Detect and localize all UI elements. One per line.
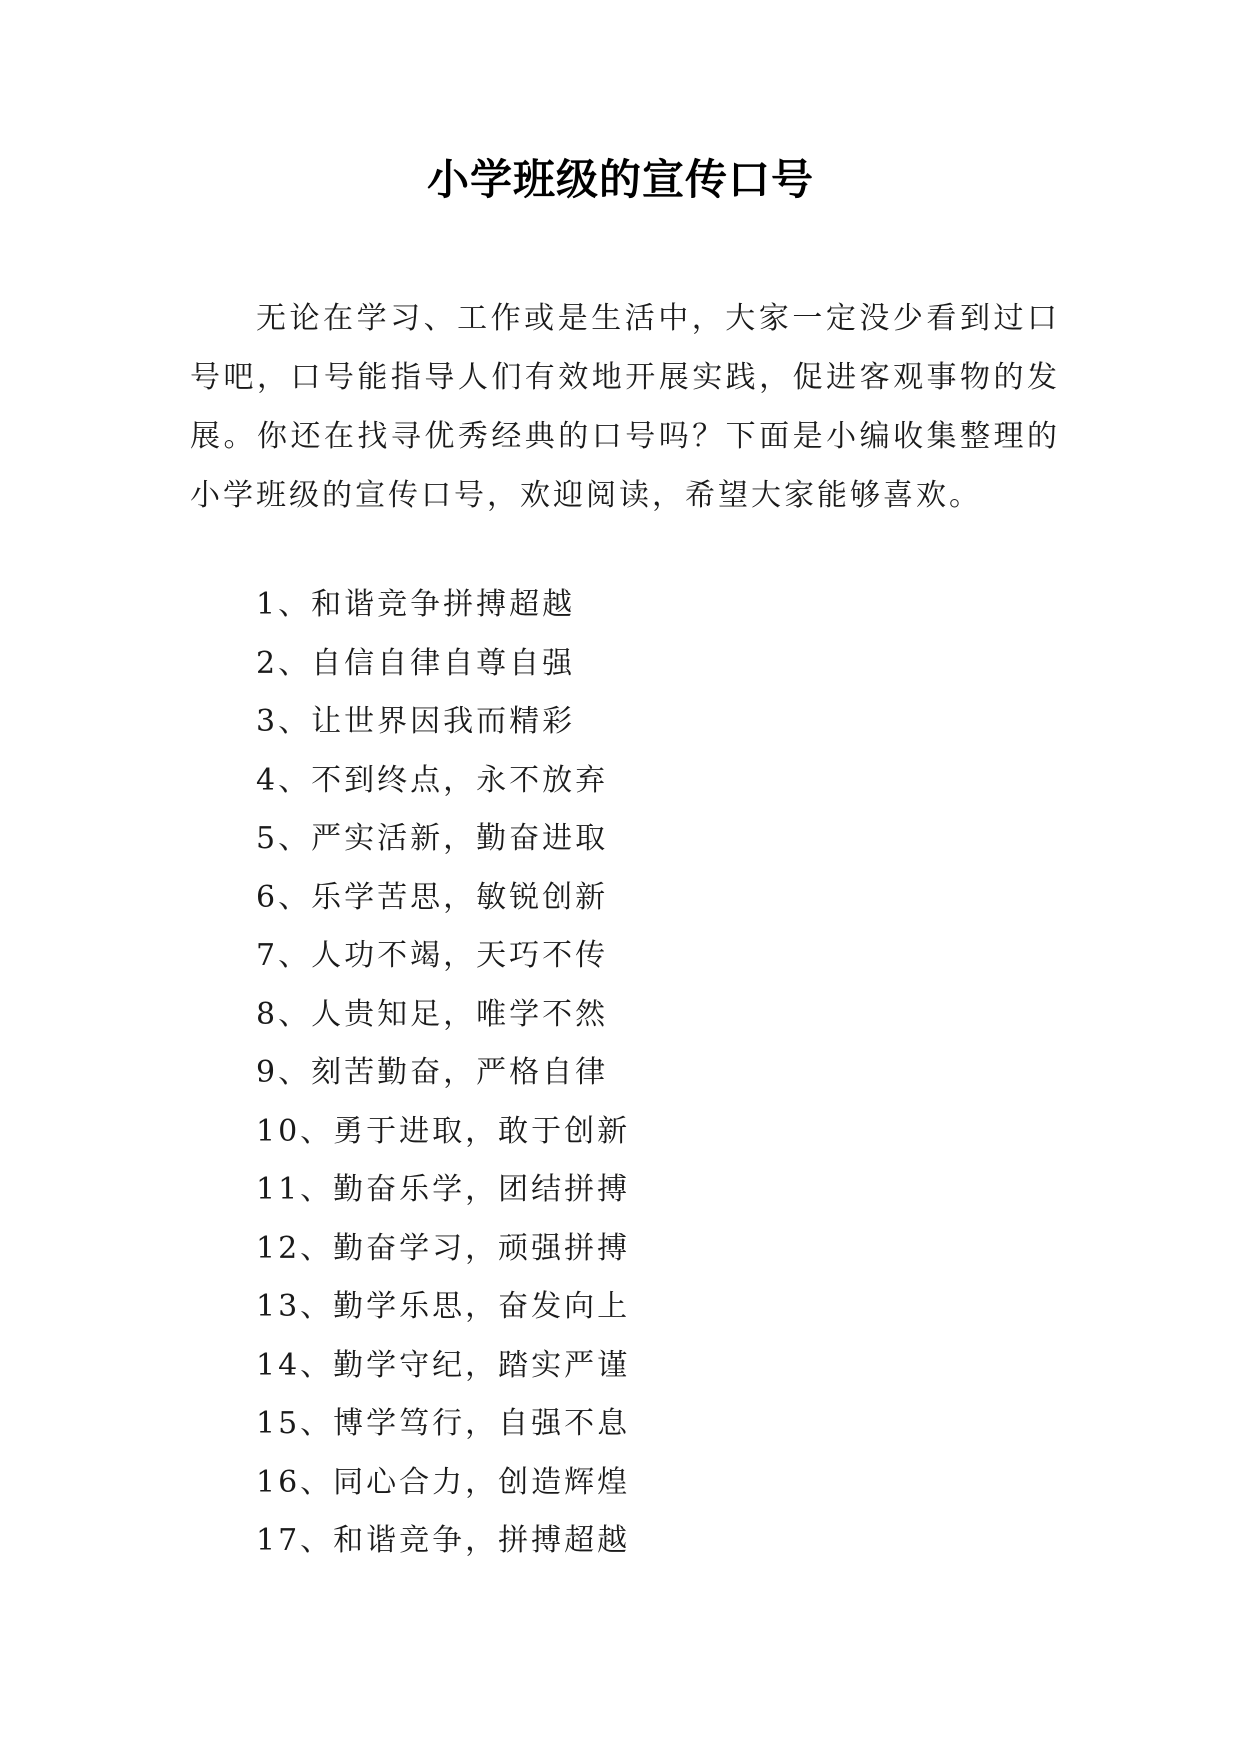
intro-paragraph: 无论在学习、工作或是生活中，大家一定没少看到过口号吧，口号能指导人们有效地开展实践，促进客观事物的发展。你还在找寻优秀经典的口号吗？下面是小编收集整理的小学班级的宣传口号，欢迎阅读，希望大家能够喜欢。 bbox=[190, 301, 1060, 513]
list-item: 17、和谐竞争，拼搏超越 bbox=[256, 1523, 631, 1558]
list-item: 3、让世界因我而精彩 bbox=[256, 704, 576, 739]
list-item: 16、同心合力，创造辉煌 bbox=[256, 1464, 631, 1500]
list-item: 4、不到终点，永不放弃 bbox=[256, 762, 609, 798]
list-item: 15、博学笃行，自强不息 bbox=[256, 1406, 631, 1441]
list-item: 13、勤学乐思，奋发向上 bbox=[256, 1289, 631, 1324]
list-item: 6、乐学苦思，敏锐创新 bbox=[256, 879, 609, 915]
list-item: 5、严实活新，勤奋进取 bbox=[256, 821, 609, 856]
list-item: 8、人贵知足，唯学不然 bbox=[256, 996, 609, 1032]
list-item: 10、勇于进取，敢于创新 bbox=[256, 1113, 631, 1149]
page-title: 小学班级的宣传口号 bbox=[426, 155, 814, 204]
list-item: 7、人功不竭，天巧不传 bbox=[256, 938, 609, 973]
list-item: 12、勤奋学习，顽强拼搏 bbox=[256, 1230, 631, 1266]
slogan-list bbox=[256, 576, 630, 1571]
list-item: 2、自信自律自尊自强 bbox=[256, 645, 576, 681]
list-item: 1、和谐竞争拼搏超越 bbox=[256, 587, 576, 622]
list-item: 9、刻苦勤奋，严格自律 bbox=[256, 1055, 609, 1090]
list-item: 11、勤奋乐学，团结拼搏 bbox=[256, 1172, 631, 1207]
list-item: 14、勤学守纪，踏实严谨 bbox=[256, 1347, 631, 1383]
